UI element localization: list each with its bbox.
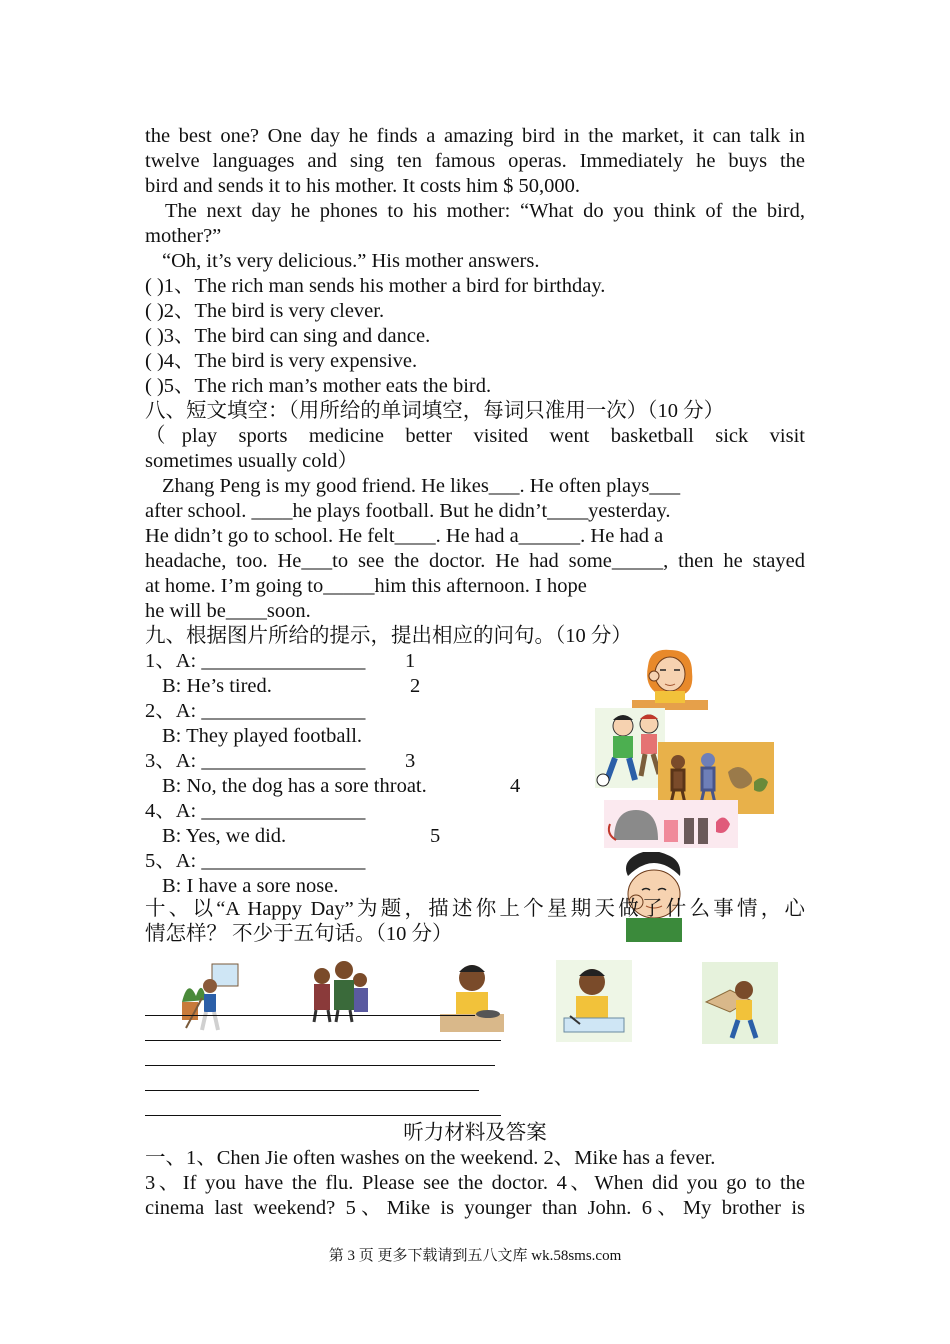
question-a: 5、A: ________________ xyxy=(145,850,366,872)
answer-b: B: He’s tired. xyxy=(162,675,272,697)
listening-line: cinema last weekend? 5、Mike is younger than John. 6、My brother is xyxy=(145,1197,805,1219)
boy-mopping-floor-illustration xyxy=(172,962,244,1036)
writing-line[interactable] xyxy=(145,1115,501,1116)
tf-question: ( )2、The bird is very clever. xyxy=(145,300,385,322)
picture-number: 2 xyxy=(410,675,421,697)
answer-b: B: Yes, we did. xyxy=(162,825,287,847)
tf-question: ( )3、The bird can sing and dance. xyxy=(145,325,431,347)
listening-title: 听力材料及答案 xyxy=(403,1122,547,1144)
tired-girl-illustration xyxy=(630,646,710,710)
cloze-line: at home. I’m going to_____him this afternoon. I hope xyxy=(145,575,587,597)
boy-writing-illustration xyxy=(556,960,632,1042)
word-bank: sometimes usually cold） xyxy=(145,450,358,472)
passage-line: twelve languages and sing ten famous operas. Immediately he buys the xyxy=(145,150,805,172)
page-footer: 第 3 页 更多下载请到五八文库 wk.58sms.com xyxy=(328,1248,622,1264)
cloze-line: Zhang Peng is my good friend. He likes___. He often plays___ xyxy=(162,475,681,497)
picture-number: 3 xyxy=(405,750,416,772)
people-at-zoo-illustration xyxy=(604,800,738,848)
section-8-title: 八、短文填空：（用所给的单词填空，每词只准用一次）（10 分） xyxy=(145,400,725,422)
passage-line: bird and sends it to his mother. It costs him $ 50,000. xyxy=(145,175,581,197)
answer-b: B: No, the dog has a sore throat. xyxy=(162,775,427,797)
writing-line[interactable] xyxy=(145,1065,495,1066)
picture-number: 4 xyxy=(510,775,521,797)
boys-playing-football-illustration xyxy=(595,708,665,788)
boy-walking-illustration xyxy=(702,962,778,1044)
picture-number: 1 xyxy=(405,650,416,672)
section-9-title: 九、根据图片所给的提示，提出相应的问句。（10 分） xyxy=(145,625,632,647)
word-bank: （play sports medicine better visited went basketball sick visit xyxy=(145,425,805,447)
passage-line: “Oh, it’s very delicious.” His mother answers. xyxy=(162,250,540,272)
cloze-line: headache, too. He___to see the doctor. He had some_____, then he stayed xyxy=(145,550,805,572)
cloze-line: He didn’t go to school. He felt____. He had a______. He had a xyxy=(145,525,664,547)
writing-line[interactable] xyxy=(145,1090,479,1091)
writing-line[interactable] xyxy=(145,1015,475,1016)
question-a: 1、A: ________________ xyxy=(145,650,366,672)
boy-cooking-illustration xyxy=(432,958,512,1034)
tf-question: ( )5、The rich man’s mother eats the bird. xyxy=(145,375,492,397)
picture-number: 5 xyxy=(430,825,441,847)
listening-line: 一、1、Chen Jie often washes on the weekend. 2、Mike has a fever. xyxy=(145,1147,716,1169)
question-a: 4、A: ________________ xyxy=(145,800,366,822)
passage-line: The next day he phones to his mother: “What do you think of the bird, xyxy=(165,200,805,222)
tf-question: ( )4、The bird is very expensive. xyxy=(145,350,418,372)
listening-line: 3、If you have the flu. Please see the doctor. 4、When did you go to the xyxy=(145,1172,805,1194)
section-10-title: 情怎样？ 不少于五句话。（10 分） xyxy=(145,923,453,945)
passage-line: the best one? One day he finds a amazing bird in the market, it can talk in xyxy=(145,125,805,147)
cloze-line: he will be____soon. xyxy=(145,600,311,622)
section-10-title: 十、以“A Happy Day”为题，描述你上个星期天做了什么事情，心 xyxy=(145,898,805,920)
writing-line[interactable] xyxy=(145,1040,501,1041)
cloze-line: after school. ____he plays football. But he didn’t____yesterday. xyxy=(145,500,671,522)
answer-b: B: They played football. xyxy=(162,725,363,747)
question-a: 3、A: ________________ xyxy=(145,750,366,772)
question-a: 2、A: ________________ xyxy=(145,700,366,722)
passage-line: mother?” xyxy=(145,225,222,247)
tf-question: ( )1、The rich man sends his mother a bird for birthday. xyxy=(145,275,606,297)
answer-b: B: I have a sore nose. xyxy=(162,875,339,897)
